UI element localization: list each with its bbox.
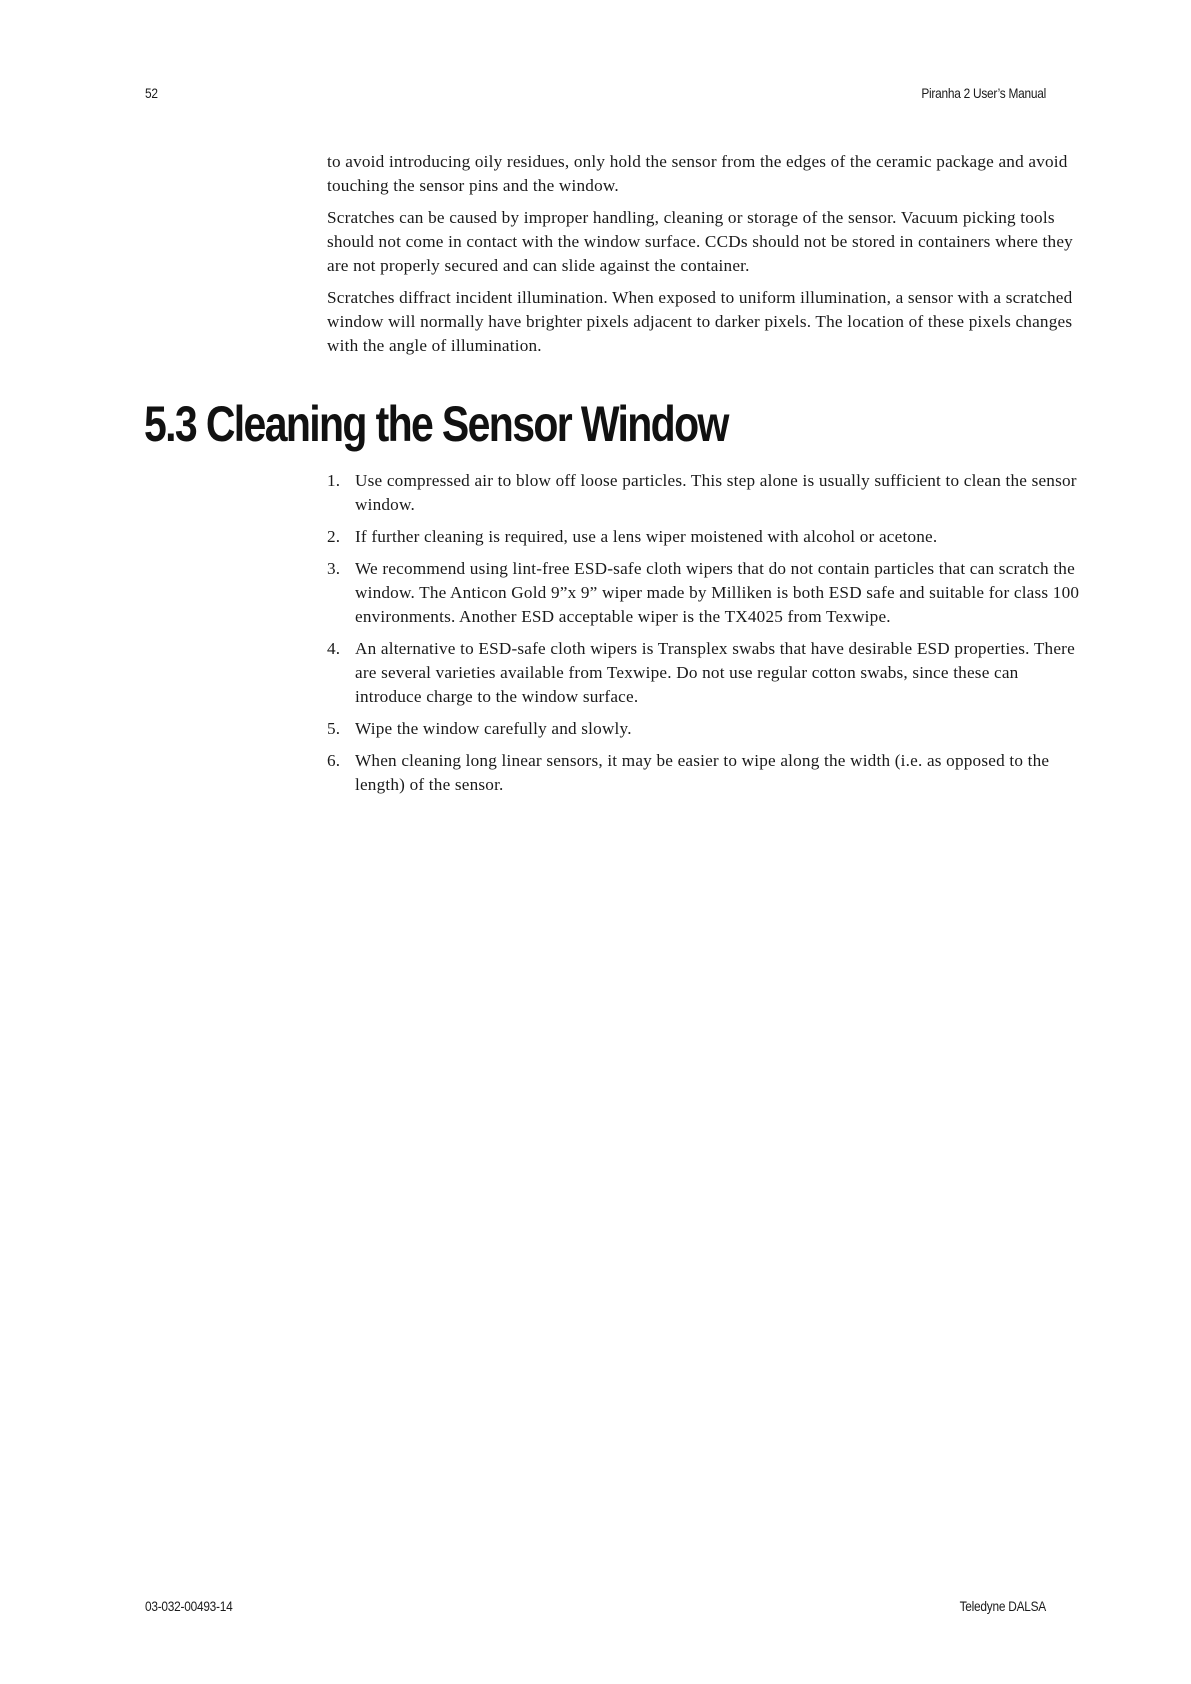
step-text: If further cleaning is required, use a lens wiper moistened with alcohol or acetone. xyxy=(355,527,938,546)
list-item xyxy=(327,557,1087,629)
step-text: Wipe the window carefully and slowly. xyxy=(355,719,632,738)
step-number: 4. xyxy=(327,639,341,658)
step-number: 6. xyxy=(327,751,341,770)
list-item xyxy=(327,525,1087,549)
document-number: 03-032-00493-14 xyxy=(145,1598,233,1614)
step-text: Use compressed air to blow off loose particles. This step alone is usually sufficient to clean the sensor window. xyxy=(355,471,1077,514)
page-header xyxy=(145,85,1046,101)
step-text: We recommend using lint-free ESD-safe cloth wipers that do not contain particles that can scratch the window. The Anticon Gold 9”x 9” wiper made by Milliken is both ESD safe and suitable for class 100 environments. Another ESD acceptable wiper is the TX4025 from Texwipe. xyxy=(355,559,1080,626)
step-text: An alternative to ESD-safe cloth wipers is Transplex swabs that have desirable ESD properties. There are several varieties available from Texwipe. Do not use regular cotton swabs, since these can introduce charge to the window surface. xyxy=(355,639,1075,706)
list-item xyxy=(327,637,1087,709)
page-number: 52 xyxy=(145,85,158,101)
list-item xyxy=(327,749,1087,797)
step-number: 2. xyxy=(327,527,341,546)
intro-paragraph: Scratches can be caused by improper handling, cleaning or storage of the sensor. Vacuum picking tools should not come in contact with the window surface. CCDs should not be stored in containers where they are not properly secured and can slide against the container. xyxy=(327,208,1073,275)
step-number: 3. xyxy=(327,559,341,578)
list-item xyxy=(327,717,1087,741)
intro-text xyxy=(327,150,1087,366)
intro-paragraph: Scratches diffract incident illumination. When exposed to uniform illumination, a sensor with a scratched window will normally have brighter pixels adjacent to darker pixels. The location of these pixels changes with the angle of illumination. xyxy=(327,288,1073,355)
list-item xyxy=(327,469,1087,517)
manual-title: Piranha 2 User’s Manual xyxy=(921,85,1046,101)
step-text: When cleaning long linear sensors, it may be easier to wipe along the width (i.e. as opposed to the length) of the sensor. xyxy=(355,751,1050,794)
section-heading: 5.3 Cleaning the Sensor Window xyxy=(144,396,728,452)
cleaning-steps-list xyxy=(327,469,1087,805)
page-footer xyxy=(145,1598,1046,1614)
intro-paragraph: to avoid introducing oily residues, only hold the sensor from the edges of the ceramic package and avoid touching the sensor pins and the window. xyxy=(327,152,1068,195)
company-name: Teledyne DALSA xyxy=(959,1598,1046,1614)
step-number: 1. xyxy=(327,471,341,490)
step-number: 5. xyxy=(327,719,341,738)
